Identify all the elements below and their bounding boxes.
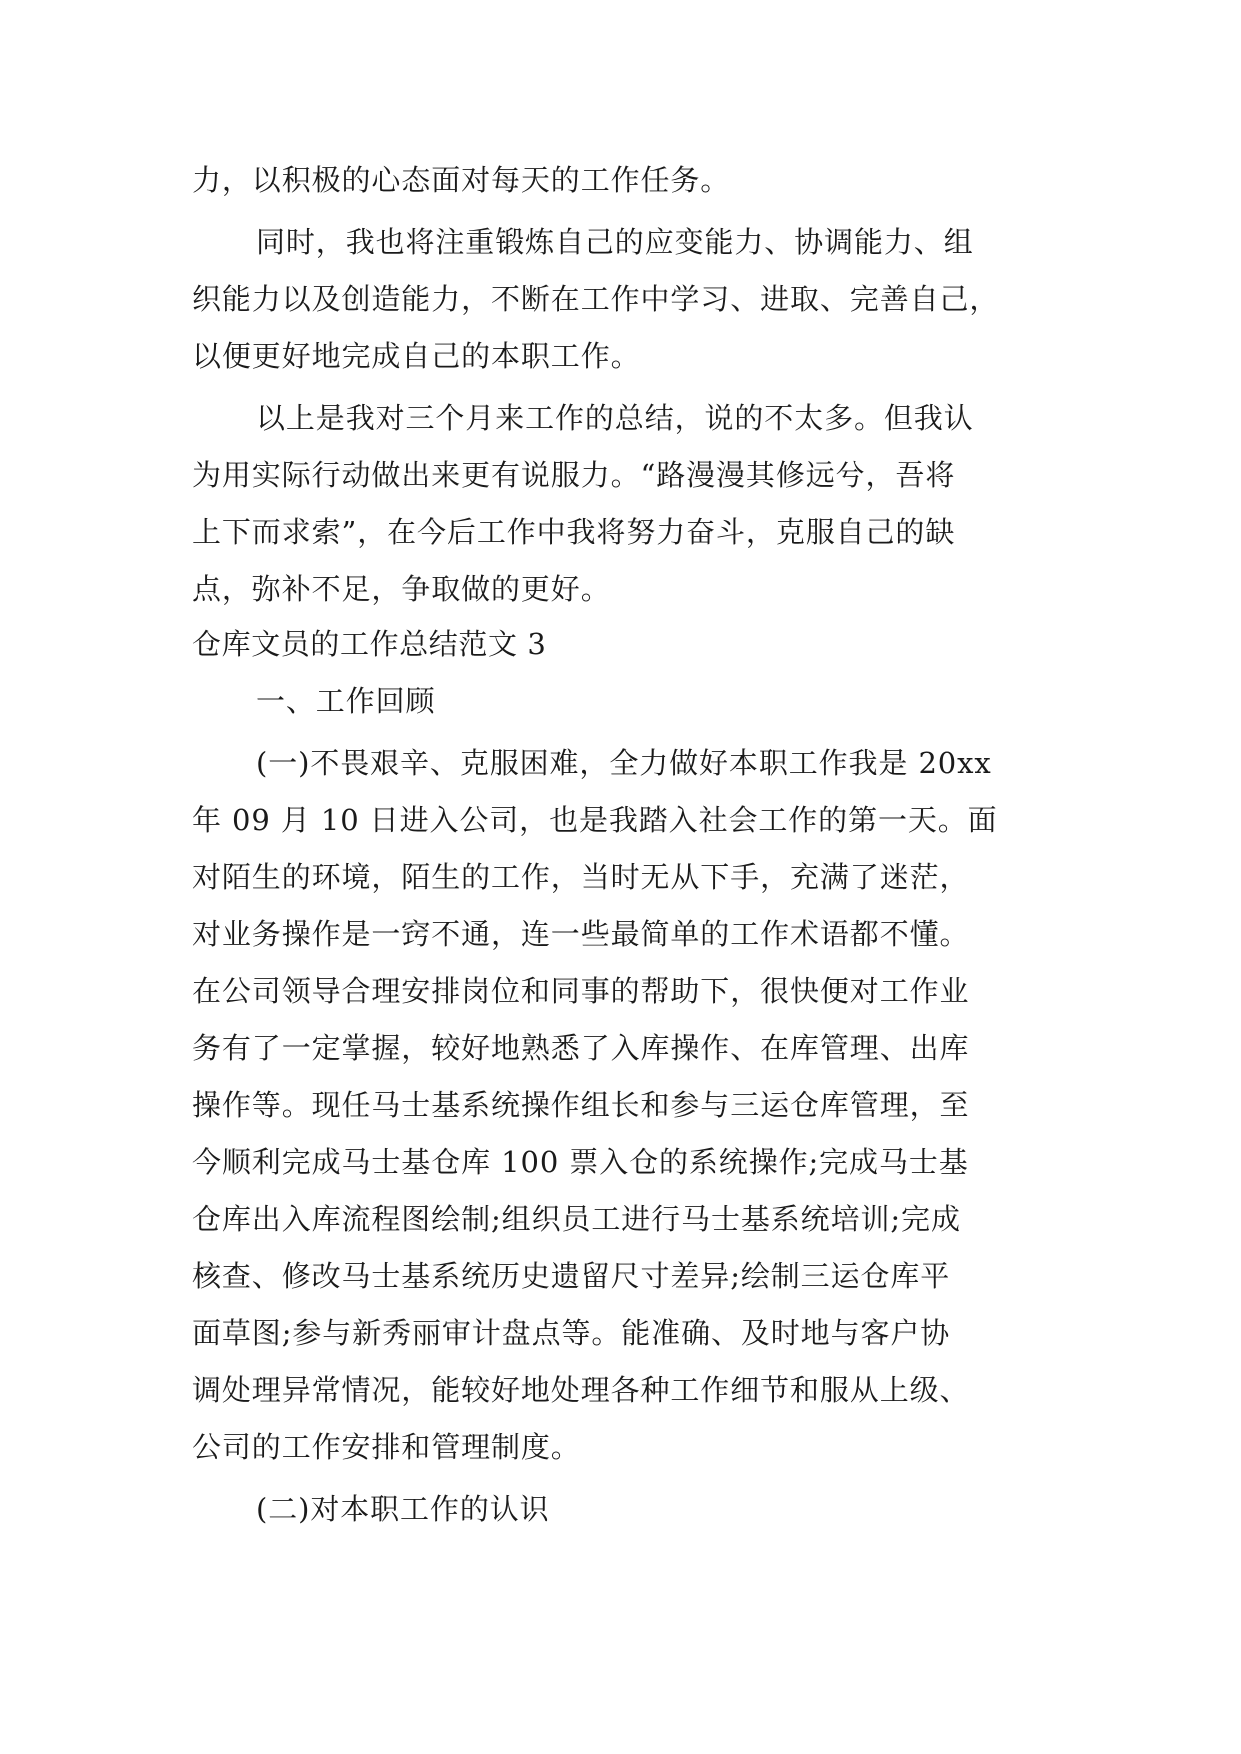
paragraph-line: 操作等。现任马士基系统操作组长和参与三运仓库管理，至 xyxy=(192,1088,970,1122)
paragraph-line: 公司的工作安排和管理制度。 xyxy=(192,1430,581,1464)
subsection-heading: (二)对本职工作的认识 xyxy=(256,1492,550,1526)
section-title: 仓库文员的工作总结范文 3 xyxy=(192,627,547,661)
paragraph-line: 今顺利完成马士基仓库 100 票入仓的系统操作;完成马士基 xyxy=(192,1145,969,1179)
paragraph-line: 力，以积极的心态面对每天的工作任务。 xyxy=(192,163,731,197)
paragraph-line: 在公司领导合理安排岗位和同事的帮助下，很快便对工作业 xyxy=(192,974,970,1008)
paragraph-line: 面草图;参与新秀丽审计盘点等。能准确、及时地与客户协 xyxy=(192,1316,951,1350)
paragraph-line: 对陌生的环境，陌生的工作，当时无从下手，充满了迷茫， xyxy=(192,860,970,894)
paragraph-line: 上下而求索”，在今后工作中我将努力奋斗，克服自己的缺 xyxy=(192,515,956,549)
paragraph-line: 年 09 月 10 日进入公司，也是我踏入社会工作的第一天。面 xyxy=(192,803,998,837)
paragraph-line: 对业务操作是一窍不通，连一些最简单的工作术语都不懂。 xyxy=(192,917,970,951)
paragraph-line: (一)不畏艰辛、克服困难，全力做好本职工作我是 20xx xyxy=(256,746,992,780)
paragraph-line: 同时，我也将注重锻炼自己的应变能力、协调能力、组 xyxy=(256,225,974,259)
subsection-heading: 一、工作回顾 xyxy=(256,684,436,718)
paragraph-line: 调处理异常情况，能较好地处理各种工作细节和服从上级、 xyxy=(192,1373,970,1407)
paragraph-line: 织能力以及创造能力，不断在工作中学习、进取、完善自己， xyxy=(192,282,1000,316)
paragraph-line: 点，弥补不足，争取做的更好。 xyxy=(192,572,611,606)
paragraph-line: 务有了一定掌握，较好地熟悉了入库操作、在库管理、出库 xyxy=(192,1031,970,1065)
paragraph-line: 为用实际行动做出来更有说服力。“路漫漫其修远兮，吾将 xyxy=(192,458,956,492)
paragraph-line: 以便更好地完成自己的本职工作。 xyxy=(192,339,641,373)
paragraph-line: 核查、修改马士基系统历史遗留尺寸差异;绘制三运仓库平 xyxy=(192,1259,951,1293)
paragraph-line: 仓库出入库流程图绘制;组织员工进行马士基系统培训;完成 xyxy=(192,1202,961,1236)
paragraph-line: 以上是我对三个月来工作的总结，说的不太多。但我认 xyxy=(256,401,974,435)
